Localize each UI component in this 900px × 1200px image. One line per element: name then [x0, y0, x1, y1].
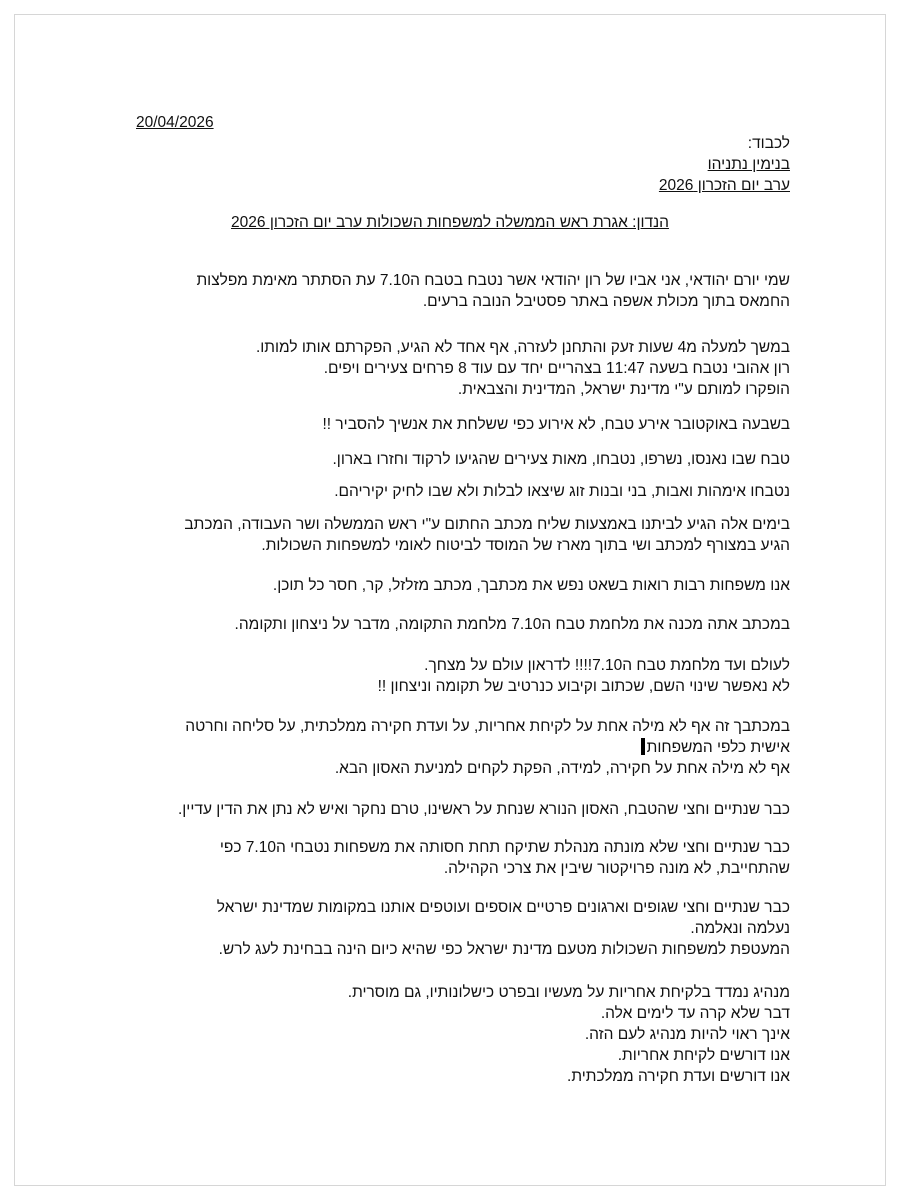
paragraph-line: רון אהובי נטבח בשעה 11:47 בצהריים יחד עם עוד 8 פרחים צעירים ויפים.: [323, 360, 790, 377]
letter-date: 20/04/2026: [136, 114, 214, 131]
paragraph-line: אנו דורשים ועדת חקירה ממלכתית.: [567, 1068, 790, 1085]
paragraph: [124, 481, 790, 502]
paragraph-line: החמאס בתוך מכולת אשפה באתר פסטיבל הנובה ברעים.: [422, 293, 790, 310]
subject-text: הנדון: אגרת ראש הממשלה למשפחות השכולות ערב יום הזכרון 2026: [231, 214, 669, 231]
paragraph: [124, 575, 790, 596]
paragraph-line: בשבעה באוקטובר אירע טבח, לא אירוע כפי ששלחת את אנשיך להסביר !!: [322, 416, 790, 433]
paragraph-line: בימים אלה הגיע לביתנו באמצעות שליח מכתב החתום ע"י ראש הממשלה ושר העבודה, המכתב: [184, 516, 790, 533]
paragraph-line: שמי יורם יהודאי, אני אביו של רון יהודאי אשר נטבח בטבח ה7.10 עת הסתתר מאימת מפלצות: [196, 272, 790, 289]
addressee-block: [390, 133, 790, 196]
occasion-line: ערב יום הזכרון 2026: [658, 177, 790, 194]
paragraph-line: הגיע במצורף למכתב ושי בתוך מארז של המוסד לביטוח לאומי למשפחות השכולות.: [261, 537, 790, 554]
paragraph: [124, 716, 790, 779]
paragraph-line: אף לא מילה אחת על חקירה, למידה, הפקת לקחים למניעת האסון הבא.: [334, 760, 790, 777]
paragraph-line: שהתחייבת, לא מונה פרויקטור שיבין את צרכי הקהילה.: [443, 860, 790, 877]
paragraph: [124, 614, 790, 635]
paragraph-line: כבר שנתיים וחצי שגופים וארגונים פרטיים אוספים ועוטפים אותנו במקומות שמדינת ישראל: [216, 899, 790, 916]
paragraph-line: במכתבך זה אף לא מילה אחת על לקיחת אחריות, על ועדת חקירה ממלכתית, על סליחה וחרטה: [185, 718, 790, 735]
paragraph-line-with-cursor: [124, 737, 790, 758]
recipient-name: בנימין נתניהו: [707, 156, 790, 173]
paragraph-line: לא נאפשר שינוי השם, שכתוב וקיבוע כנרטיב של תקומה וניצחון !!: [377, 678, 790, 695]
paragraph: [124, 799, 790, 820]
paragraph-line: במשך למעלה מ4 שעות זעק והתחנן לעזרה, אף אחד לא הגיע, הפקרתם אותו למותו.: [255, 339, 790, 356]
subject-line: [0, 213, 900, 233]
paragraph-line: מנהיג נמדד בלקיחת אחריות על מעשיו ובפרט כישלונותיו, גם מוסרית.: [347, 984, 790, 1001]
paragraph: [124, 337, 790, 400]
paragraph: [124, 982, 790, 1087]
paragraph: [124, 414, 790, 435]
paragraph: [124, 449, 790, 470]
paragraph-line: אנו משפחות רבות רואות בשאט נפש את מכתבך, מכתב מזלזל, קר, חסר כל תוכן.: [272, 577, 790, 594]
paragraph: [124, 270, 790, 312]
paragraph: [124, 837, 790, 879]
paragraph-line: הופקרו למותם ע"י מדינת ישראל, המדינית והצבאית.: [457, 381, 790, 398]
paragraph-line: אינך ראוי להיות מנהיג לעם הזה.: [584, 1026, 790, 1043]
paragraph-line: נעלמה ונאלמה.: [690, 920, 790, 937]
paragraph: [124, 514, 790, 556]
paragraph-line: אנו דורשים לקיחת אחריות.: [617, 1047, 790, 1064]
paragraph-line: לעולם ועד מלחמת טבח ה7.10!!!! לדראון עולם על מצחך.: [424, 657, 790, 674]
paragraph-line: במכתב אתה מכנה את מלחמת טבח ה7.10 מלחמת התקומה, מדבר על ניצחון ותקומה.: [234, 616, 790, 633]
paragraph-line: המעטפת למשפחות השכולות מטעם מדינת ישראל כפי שהיא כיום הינה בבחינת לעג לרש.: [218, 941, 790, 958]
to-label: לכבוד:: [747, 135, 790, 152]
text-cursor: [641, 738, 645, 755]
paragraph: [124, 897, 790, 960]
paragraph-line: דבר שלא קרה עד לימים אלה.: [600, 1005, 790, 1022]
paragraph-line: טבח שבו נאנסו, נשרפו, נטבחו, מאות צעירים שהגיעו לרקוד וחזרו בארון.: [332, 451, 790, 468]
paragraph-line: אישית כלפי המשפחות: [646, 739, 790, 756]
paragraph-line: כבר שנתיים וחצי שהטבח, האסון הנורא שנחת על ראשינו, טרם נחקר ואיש לא נתן את הדין עדיין.: [177, 801, 790, 818]
paragraph: [124, 655, 790, 697]
paragraph-line: כבר שנתיים וחצי שלא מונתה מנהלת שתיקח תחת חסותה את משפחות נטבחי ה7.10 כפי: [219, 839, 790, 856]
paragraph-line: נטבחו אימהות ואבות, בני ובנות זוג שיצאו לבלות ולא שבו לחיק יקיריהם.: [334, 483, 790, 500]
